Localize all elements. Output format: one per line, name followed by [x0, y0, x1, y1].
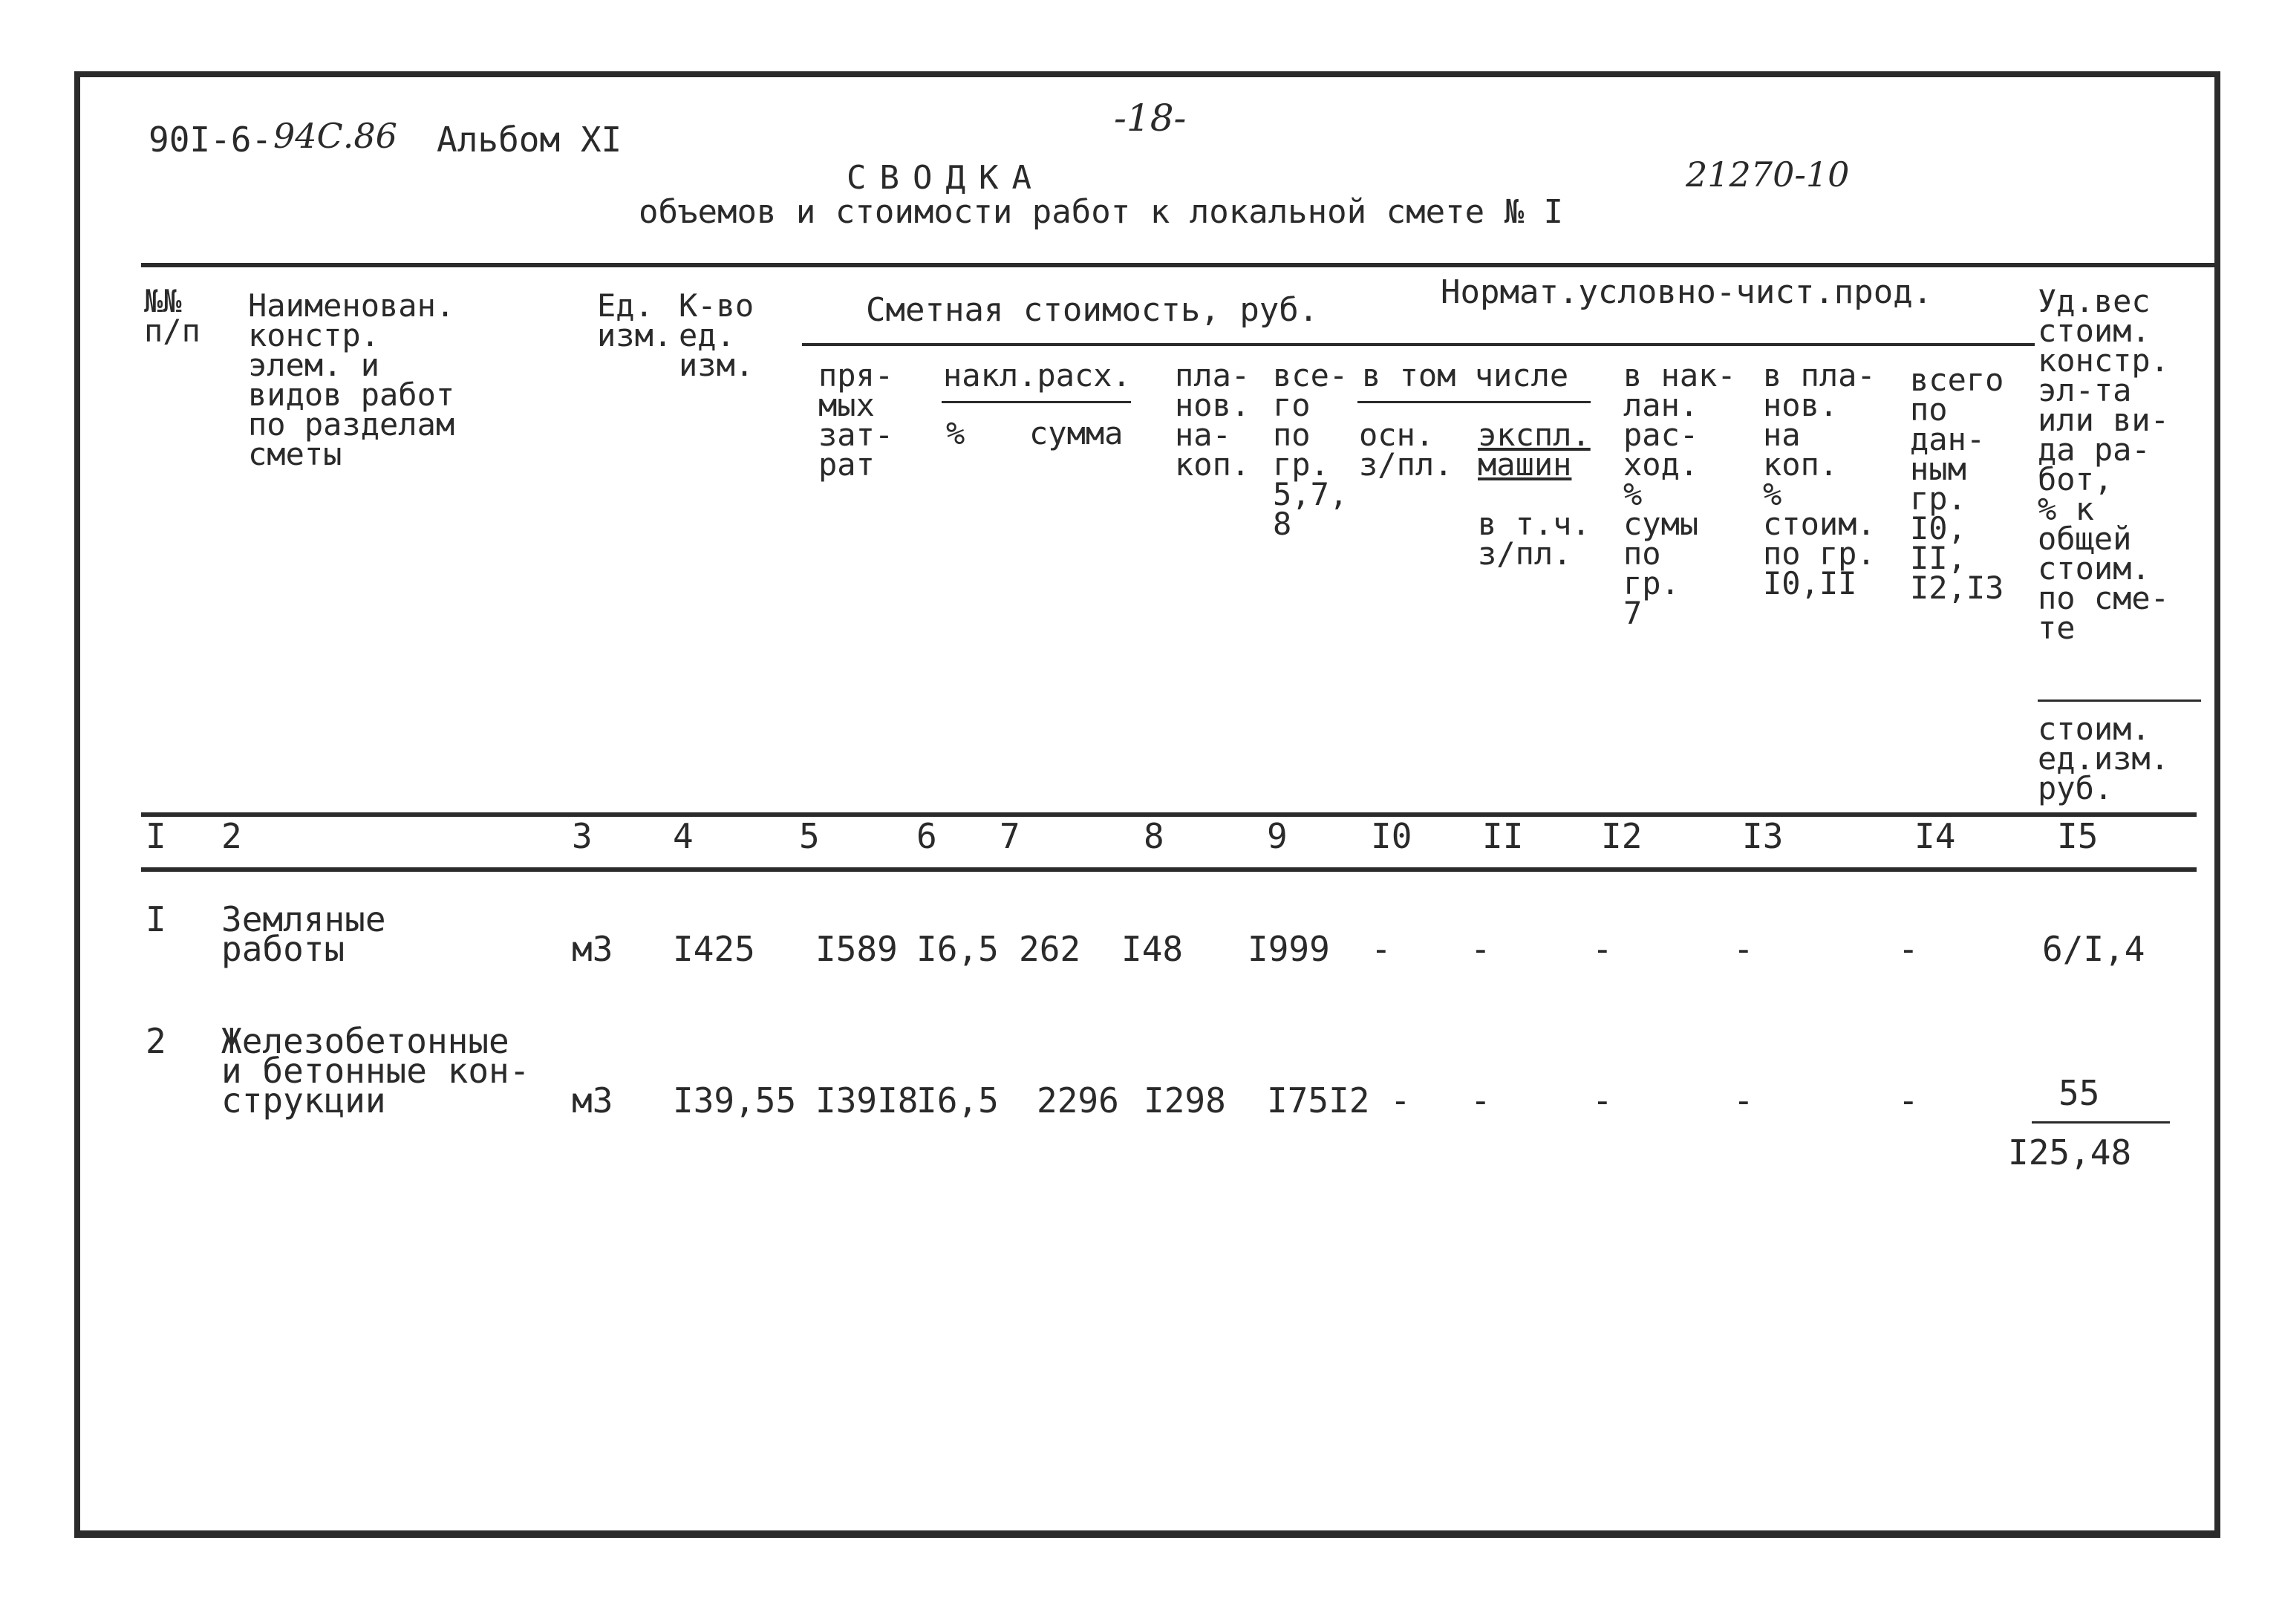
col-header-share-top: Уд.вес стоим. констр. эл-та или ви- да ра- бот, % к общей стоим. по сме- те — [2038, 283, 2170, 646]
column-number: 3 — [572, 816, 593, 856]
table-row-name: Земляные работы — [221, 899, 386, 969]
doc-code-handwritten: 94С.86 — [273, 116, 397, 156]
column-number: I3 — [1742, 816, 1784, 856]
col-header-name: Наименован. констр. элем. и видов работ по разделам сметы — [248, 287, 455, 472]
column-number: 7 — [1000, 816, 1020, 856]
table-row-planned: I48 — [1121, 929, 1184, 969]
col-header-overhead-pct: % — [946, 415, 965, 451]
table-row-c13: - — [1733, 1080, 1754, 1121]
share-rule — [2038, 700, 2201, 702]
table-row-c12: - — [1592, 1080, 1613, 1121]
col-header-total: все- го по гр. 5,7, 8 — [1273, 357, 1349, 542]
table-row-name: Железобетонные и бетонные кон- струкции — [221, 1021, 530, 1121]
document-title: СВОДКА — [847, 159, 1045, 197]
table-row-direct: I589 — [815, 929, 898, 969]
table-row-quantity: I425 — [673, 929, 755, 969]
col-header-direct: пря- мых зат- рат — [818, 357, 894, 483]
col-header-unit: Ед. изм. — [597, 287, 673, 353]
header-rule — [141, 263, 2220, 267]
column-number: I2 — [1601, 816, 1643, 856]
table-row-c12: - — [1592, 929, 1613, 969]
document-subtitle: объемов и стоимости работ к локальной смете № I — [639, 193, 1564, 231]
table-row-c11: - — [1470, 929, 1491, 969]
group-header-estimated-cost: Сметная стоимость, руб. — [866, 291, 1319, 329]
column-number: I0 — [1371, 816, 1412, 856]
table-row-c10: - — [1390, 1080, 1411, 1121]
column-number: 5 — [799, 816, 820, 856]
col-header-quantity: К-во ед. изм. — [679, 287, 754, 383]
table-row-c10: - — [1371, 929, 1392, 969]
table-row-direct: I39I8 — [815, 1080, 919, 1121]
column-number: I — [146, 816, 166, 856]
share-fraction-rule — [2032, 1121, 2170, 1124]
inventory-number: 21270-10 — [1686, 154, 1850, 195]
table-row-overhead-pct: I6,5 — [916, 1080, 999, 1121]
table-row-number: I — [146, 899, 166, 939]
table-row-unit-cost: I25,48 — [2008, 1132, 2132, 1173]
col-header-overhead-sum: сумма — [1029, 415, 1124, 451]
column-number: 8 — [1144, 816, 1164, 856]
column-number: 9 — [1267, 816, 1288, 856]
col-header-norm-overhead: в нак- лан. рас- ход. % сумы по гр. 7 — [1623, 357, 1736, 631]
table-row-share: 55 — [2058, 1073, 2100, 1113]
col-header-overhead-group: накл.расх. — [943, 357, 1131, 394]
col-header-planned: пла- нов. на- коп. — [1175, 357, 1251, 483]
table-row-planned: I298 — [1144, 1080, 1226, 1121]
col-header-incl-group: в том числе — [1362, 357, 1569, 394]
table-row-overhead-sum: 262 — [1019, 929, 1081, 969]
overhead-rule — [942, 401, 1131, 403]
group-rule — [802, 343, 2035, 346]
table-row-c14: - — [1898, 1080, 1919, 1121]
group-header-normative: Нормат.условно-чист.прод. — [1441, 273, 1933, 311]
col-header-norm-planned: в пла- нов. на коп. % стоим. по гр. I0,II — [1763, 357, 1876, 601]
col-header-share-bottom: стоим. ед.изм. руб. — [2038, 711, 2170, 806]
column-number: I5 — [2057, 816, 2099, 856]
col-header-machines: экспл. машин — [1478, 417, 1591, 483]
table-row-quantity: I39,55 — [673, 1080, 797, 1121]
table-row-unit: м3 — [572, 1080, 613, 1121]
table-row-share: 6/I,4 — [2042, 929, 2145, 969]
table-row-total: I999 — [1248, 929, 1330, 969]
table-row-c11: - — [1470, 1080, 1491, 1121]
column-number: 6 — [916, 816, 937, 856]
column-number: 2 — [221, 816, 242, 856]
col-header-number: №№ п/п — [144, 283, 201, 349]
page-number: -18- — [1114, 97, 1187, 140]
table-row-number: 2 — [146, 1021, 166, 1061]
col-header-machines-wage: в т.ч. з/пл. — [1478, 506, 1591, 572]
doc-code-printed: 90I-6- — [149, 120, 273, 160]
table-row-overhead-sum: 2296 — [1037, 1080, 1119, 1121]
table-row-c14: - — [1898, 929, 1919, 969]
table-row-c13: - — [1733, 929, 1754, 969]
incl-rule — [1357, 401, 1591, 403]
column-numbers-top-rule — [141, 812, 2197, 817]
column-number: I4 — [1914, 816, 1956, 856]
table-row-overhead-pct: I6,5 — [916, 929, 999, 969]
table-row-total: I75I2 — [1267, 1080, 1370, 1121]
album-label: Альбом XI — [437, 120, 622, 160]
column-number: II — [1482, 816, 1524, 856]
col-header-base-wage: осн. з/пл. — [1359, 417, 1453, 483]
column-numbers-bottom-rule — [141, 867, 2197, 872]
table-row-unit: м3 — [572, 929, 613, 969]
column-number: 4 — [673, 816, 694, 856]
col-header-norm-total: всего по дан- ным гр. I0, II, I2,I3 — [1910, 362, 2004, 606]
